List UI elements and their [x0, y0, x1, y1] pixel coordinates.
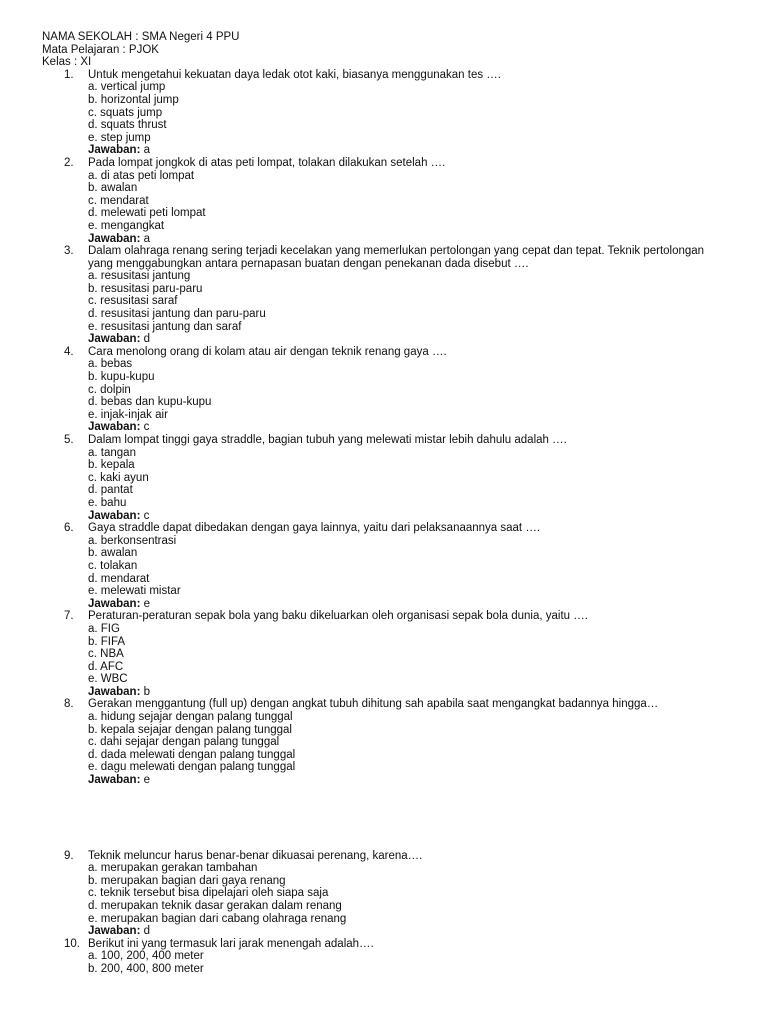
answer-option: b. kepala: [88, 459, 135, 472]
answer-option: e. melewati mistar: [88, 585, 181, 598]
answer-option: a. hidung sejajar dengan palang tunggal: [88, 711, 293, 724]
answer-option: d. melewati peti lompat: [88, 207, 206, 220]
answer-option: c. kaki ayun: [88, 471, 149, 484]
option-list: [42, 535, 728, 611]
answer-option: d. merupakan teknik dasar gerakan dalam renang: [88, 900, 342, 912]
answer-key: [88, 598, 728, 611]
answer-option: a. FIG: [88, 622, 120, 635]
answer-key: [88, 144, 728, 157]
question-item: [42, 69, 728, 157]
option-list: [42, 711, 728, 787]
question-number: 10.: [64, 937, 80, 950]
question-text: Gaya straddle dapat dibedakan dengan gaya lainnya, yaitu dari pelaksanaannya saat ….: [88, 522, 541, 535]
answer-option: d. squats thrust: [88, 119, 167, 132]
question-text: Untuk mengetahui kekuatan daya ledak otot kaki, biasanya menggunakan tes ….: [88, 68, 501, 81]
question-number: 4.: [64, 345, 74, 358]
option-list: [42, 81, 728, 157]
answer-value: d: [143, 333, 151, 346]
answer-option: e. resusitasi jantung dan saraf: [88, 320, 242, 333]
answer-option: b. horizontal jump: [88, 93, 179, 106]
answer-value: c: [143, 509, 150, 522]
answer-option: e. mengangkat: [88, 219, 165, 232]
question-number: 8.: [64, 698, 74, 711]
option-list: [42, 862, 728, 938]
question-item: [42, 157, 728, 245]
answer-value: e: [143, 597, 151, 610]
question-row: [42, 69, 728, 82]
answer-option: c. teknik tersebut bisa dipelajari oleh siapa saja: [88, 887, 329, 900]
school-name: NAMA SEKOLAH : SMA Negeri 4 PPU: [42, 31, 240, 43]
option-list: [42, 358, 728, 434]
option-list: [42, 623, 728, 699]
question-item: [42, 434, 728, 522]
question-text: Dalam olahraga renang sering terjadi kecelakan yang memerlukan pertolongan yang cepat dan tepat. Teknik pertolongan yang menggabungkan antara pernapasan buatan dengan penekanan dada disebut ….: [88, 245, 705, 270]
answer-value: b: [143, 685, 151, 698]
question-row: [42, 346, 728, 359]
question-row: [42, 850, 728, 863]
answer-option: c. NBA: [88, 648, 124, 661]
answer-key: [88, 774, 728, 787]
answer-value: c: [143, 421, 150, 434]
question-item: [42, 522, 728, 610]
answer-option: a. di atas peti lompat: [88, 169, 195, 182]
question-item: [42, 346, 728, 434]
question-text: Dalam lompat tinggi gaya straddle, bagian tubuh yang melewati mistar lebih dahulu adalah ….: [88, 434, 567, 446]
question-item: [42, 698, 728, 786]
answer-option: d. AFC: [88, 660, 124, 673]
question-number: 5.: [64, 434, 74, 446]
answer-option: b. awalan: [88, 547, 138, 560]
answer-option: a. bebas: [88, 358, 133, 371]
answer-option: a. 100, 200, 400 meter: [88, 950, 204, 963]
answer-option: c. resusitasi saraf: [88, 295, 178, 308]
answer-option: b. awalan: [88, 182, 138, 195]
answer-option: c. mendarat: [88, 194, 149, 207]
question-item: [42, 245, 728, 346]
answer-option: d. resusitasi jantung dan paru-paru: [88, 308, 266, 321]
answer-option: b. kepala sejajar dengan palang tunggal: [88, 723, 292, 736]
question-row: [42, 157, 728, 170]
question-text: Pada lompat jongkok di atas peti lompat, tolakan dilakukan setelah ….: [88, 156, 446, 169]
question-row: [42, 245, 728, 270]
answer-option: d. pantat: [88, 484, 133, 497]
question-number: 1.: [64, 68, 74, 81]
answer-option: b. kupu-kupu: [88, 371, 155, 384]
answer-option: b. merupakan bagian dari gaya renang: [88, 874, 286, 887]
answer-option: a. vertical jump: [88, 81, 166, 94]
question-number: 9.: [64, 849, 74, 862]
question-number: 2.: [64, 156, 74, 169]
question-row: [42, 522, 728, 535]
question-text: Cara menolong orang di kolam atau air dengan teknik renang gaya ….: [88, 345, 447, 358]
answer-key: [88, 510, 728, 523]
answer-key: [88, 333, 728, 346]
answer-option: a. merupakan gerakan tambahan: [88, 862, 258, 875]
answer-option: c. dahi sejajar dengan palang tunggal: [88, 736, 280, 749]
answer-option: a. berkonsentrasi: [88, 534, 177, 547]
answer-value: d: [143, 925, 151, 938]
answer-option: b. 200, 400, 800 meter: [88, 962, 204, 975]
question-text: Gerakan menggantung (full up) dengan angkat tubuh dihitung sah apabila saat mengangkat badannya hingga…: [88, 698, 659, 711]
question-row: [42, 938, 728, 951]
answer-option: b. FIFA: [88, 635, 126, 648]
answer-key: [88, 925, 728, 938]
answer-option: d. dada melewati dengan palang tunggal: [88, 748, 296, 761]
page-gap: [42, 787, 728, 850]
question-text: Berikut ini yang termasuk lari jarak menengah adalah….: [88, 937, 374, 950]
answer-label: Jawaban:: [88, 509, 141, 522]
question-list: [42, 69, 728, 976]
answer-key: [88, 421, 728, 434]
option-list: [42, 270, 728, 346]
answer-key: [88, 686, 728, 699]
question-item: [42, 610, 728, 698]
answer-option: c. dolpin: [88, 383, 131, 396]
answer-option: e. merupakan bagian dari cabang olahraga renang: [88, 912, 347, 925]
question-text: Teknik meluncur harus benar-benar dikuasai perenang, karena….: [88, 849, 423, 862]
answer-key: [88, 233, 728, 246]
answer-option: d. bebas dan kupu-kupu: [88, 396, 212, 409]
answer-label: Jawaban:: [88, 925, 141, 938]
answer-label: Jawaban:: [88, 333, 141, 346]
answer-option: e. WBC: [88, 673, 128, 686]
question-number: 6.: [64, 522, 74, 535]
question-number: 3.: [64, 245, 74, 258]
answer-label: Jawaban:: [88, 232, 141, 245]
subject-name: Mata Pelajaran : PJOK: [42, 43, 159, 56]
answer-value: a: [143, 232, 151, 245]
question-item: [42, 938, 728, 976]
question-row: [42, 698, 728, 711]
question-row: [42, 610, 728, 623]
answer-label: Jawaban:: [88, 421, 141, 434]
answer-option: b. resusitasi paru-paru: [88, 282, 203, 295]
answer-value: e: [143, 774, 151, 787]
question-number: 7.: [64, 610, 74, 623]
option-list: [42, 170, 728, 246]
answer-label: Jawaban:: [88, 774, 141, 787]
answer-option: e. injak-injak air: [88, 408, 168, 421]
answer-option: e. dagu melewati dengan palang tunggal: [88, 761, 296, 774]
question-item: [42, 850, 728, 938]
answer-option: d. mendarat: [88, 572, 150, 585]
answer-option: e. bahu: [88, 496, 127, 509]
answer-label: Jawaban:: [88, 685, 141, 698]
answer-label: Jawaban:: [88, 144, 141, 157]
question-row: [42, 434, 728, 447]
question-text: Peraturan-peraturan sepak bola yang baku dikeluarkan oleh organisasi sepak bola dunia, yaitu ….: [88, 610, 588, 623]
answer-option: c. tolakan: [88, 559, 138, 572]
answer-option: c. squats jump: [88, 106, 163, 119]
answer-option: a. resusitasi jantung: [88, 270, 191, 283]
answer-label: Jawaban:: [88, 597, 141, 610]
option-list: [42, 447, 728, 523]
grade-level: Kelas : XI: [42, 56, 92, 69]
answer-option: e. step jump: [88, 131, 151, 144]
option-list: [42, 950, 728, 975]
answer-option: a. tangan: [88, 446, 136, 459]
answer-value: a: [143, 144, 151, 157]
